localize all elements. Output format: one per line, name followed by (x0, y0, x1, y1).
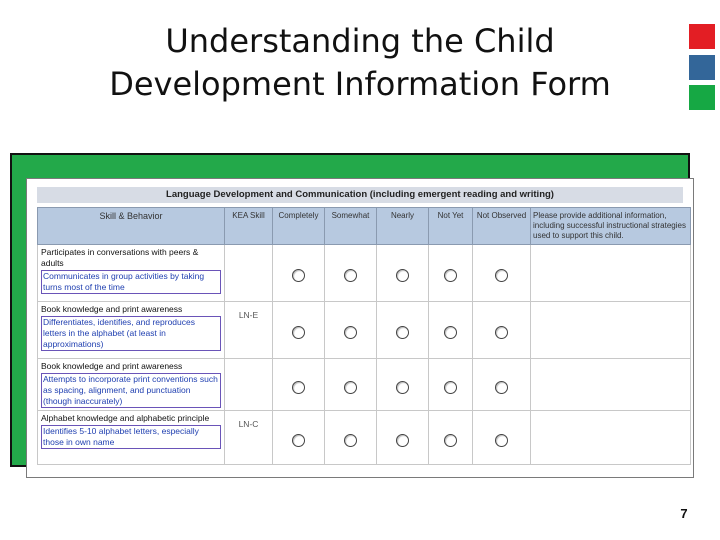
form-screenshot (26, 178, 694, 478)
header-row (38, 208, 691, 245)
header-additional-info: Please provide additional information, including successful instructional strategies used to support this child. (531, 208, 691, 245)
header-somewhat: Somewhat (325, 208, 377, 245)
skill-label: Book knowledge and print awareness (41, 304, 183, 314)
skill-cell (38, 359, 225, 411)
behavior-link[interactable]: Attempts to incorporate print conventions such as spacing, alignment, and punctuation (though inaccurately) (41, 373, 221, 408)
radio-nearly[interactable] (396, 381, 409, 394)
radio-not-observed[interactable] (495, 326, 508, 339)
radio-somewhat[interactable] (344, 326, 357, 339)
radio-completely[interactable] (292, 269, 305, 282)
header-skill: Skill & Behavior (38, 208, 225, 245)
behavior-link[interactable]: Differentiates, identifies, and reproduces letters in the alphabet (at least in approximations) (41, 316, 221, 351)
skill-cell (38, 411, 225, 465)
radio-not-yet[interactable] (444, 269, 457, 282)
header-not-observed: Not Observed (473, 208, 531, 245)
radio-not-yet[interactable] (444, 326, 457, 339)
skill-label: Book knowledge and print awareness (41, 361, 183, 371)
radio-not-yet[interactable] (444, 381, 457, 394)
table-row (38, 245, 691, 302)
skill-label: Participates in conversations with peers & adults (41, 247, 199, 268)
skill-cell (38, 245, 225, 302)
radio-completely[interactable] (292, 434, 305, 447)
radio-completely[interactable] (292, 381, 305, 394)
radio-not-observed[interactable] (495, 381, 508, 394)
radio-completely[interactable] (292, 326, 305, 339)
radio-somewhat[interactable] (344, 381, 357, 394)
page-number: 7 (680, 506, 688, 521)
additional-info-cell[interactable] (531, 245, 691, 302)
behavior-link[interactable]: Identifies 5-10 alphabet letters, especially those in own name (41, 425, 221, 449)
table-row (38, 302, 691, 359)
header-completely: Completely (273, 208, 325, 245)
radio-nearly[interactable] (396, 434, 409, 447)
slide-title: Understanding the Child Development Information Form (109, 22, 611, 103)
header-not-yet: Not Yet (429, 208, 473, 245)
table-row (38, 411, 691, 465)
header-nearly: Nearly (377, 208, 429, 245)
skill-cell (38, 302, 225, 359)
table-row (38, 359, 691, 411)
header-kea-skill: KEA Skill (225, 208, 273, 245)
additional-info-cell[interactable] (531, 359, 691, 411)
additional-info-cell[interactable] (531, 302, 691, 359)
kea-code: LN-C (225, 411, 273, 465)
radio-nearly[interactable] (396, 326, 409, 339)
blue-square-decoration (689, 55, 715, 80)
kea-code (225, 359, 273, 411)
radio-somewhat[interactable] (344, 269, 357, 282)
green-square-decoration (689, 85, 715, 110)
kea-code: LN-E (225, 302, 273, 359)
radio-nearly[interactable] (396, 269, 409, 282)
additional-info-cell[interactable] (531, 411, 691, 465)
radio-not-observed[interactable] (495, 434, 508, 447)
behavior-link[interactable]: Communicates in group activities by taking turns most of the time (41, 270, 221, 294)
radio-not-observed[interactable] (495, 269, 508, 282)
skills-table (37, 207, 691, 465)
radio-not-yet[interactable] (444, 434, 457, 447)
kea-code (225, 245, 273, 302)
skill-label: Alphabet knowledge and alphabetic principle (41, 413, 210, 423)
section-title: Language Development and Communication (including emergent reading and writing) (37, 187, 683, 203)
radio-somewhat[interactable] (344, 434, 357, 447)
red-square-decoration (689, 24, 715, 49)
